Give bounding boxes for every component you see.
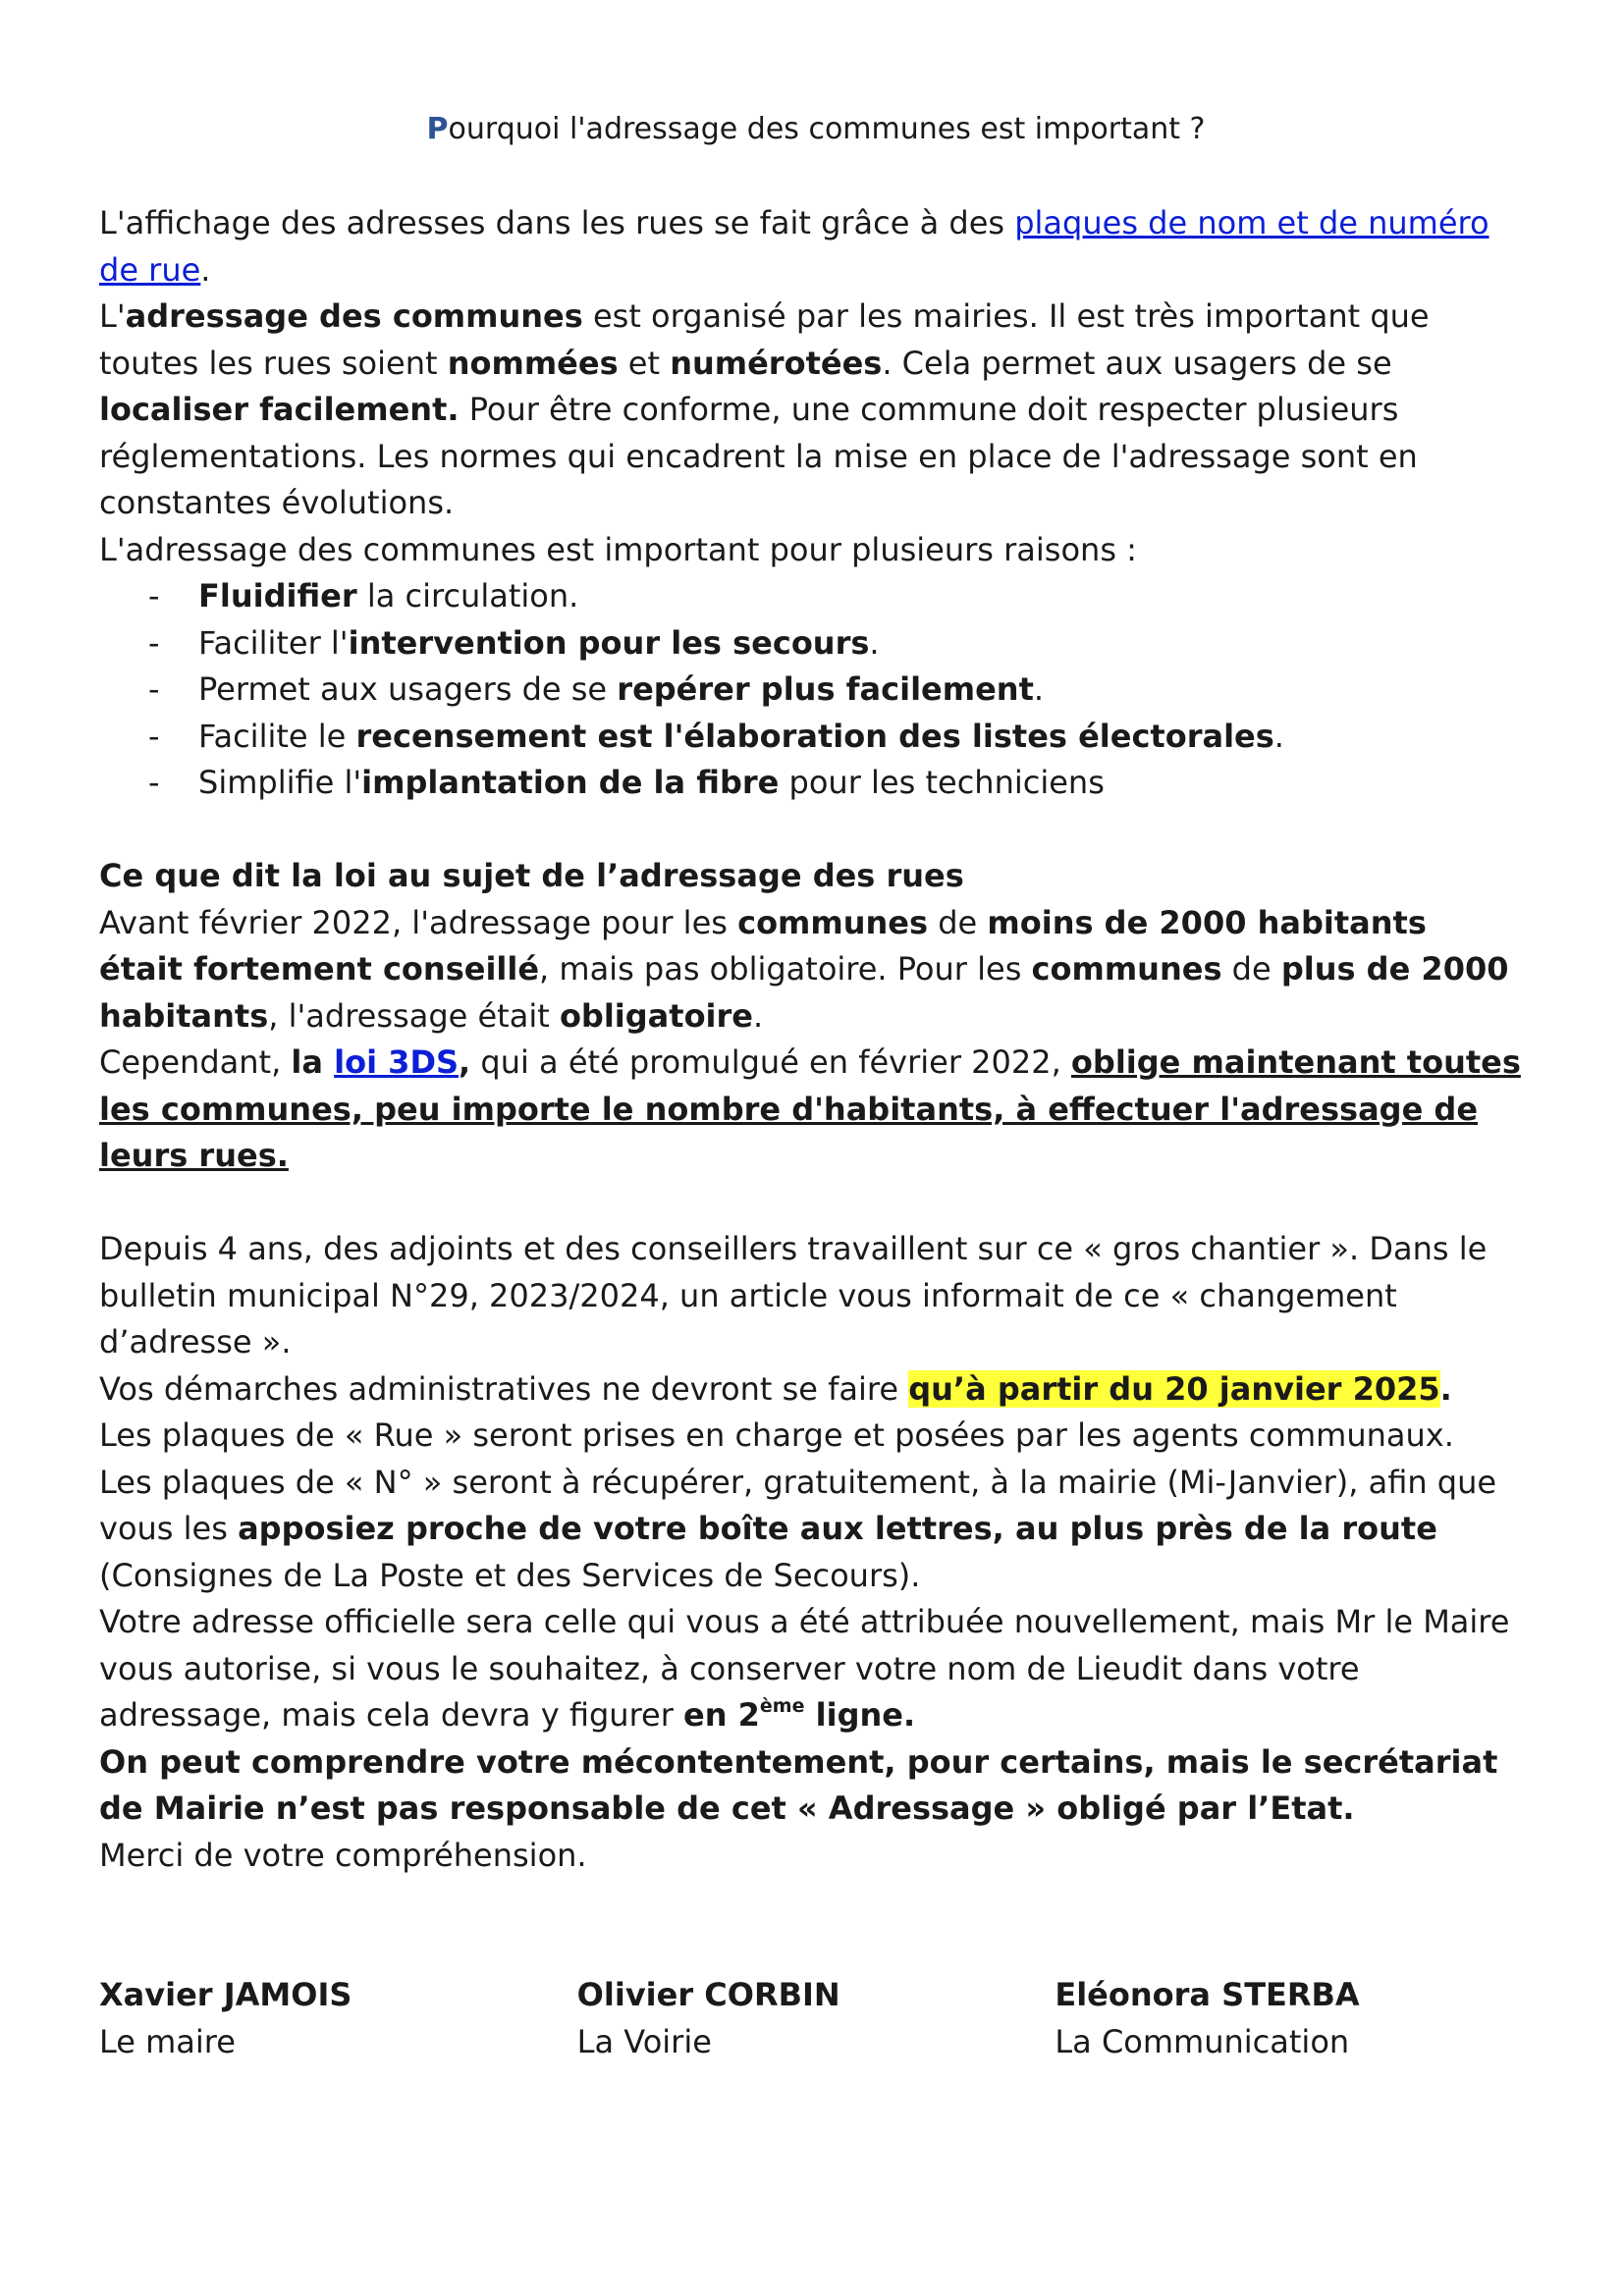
text: qui a été promulgué en février 2022, [470, 1043, 1071, 1081]
signature-block [99, 1972, 577, 2065]
list-item [99, 714, 1533, 761]
text: . [753, 996, 764, 1035]
text: Les plaques de « N° » seront à récupérer, gratuitement, à la mairie (Mi-Janvier), afin que vous les [99, 1463, 1497, 1547]
intro-paragraph [99, 200, 1533, 294]
bold-text: communes [1031, 950, 1222, 988]
bold-text: apposiez proche de votre boîte aux lettres, au plus près de la route [238, 1510, 1437, 1547]
underlined-bold-text: oblige maintenant toutes les communes, peu importe le nombre d'habitants, à effectuer l'adressage de leurs rues. [99, 1043, 1521, 1174]
superscript: ème [759, 1695, 805, 1717]
signatory-role: La Communication [1055, 2022, 1350, 2060]
text: , l'adressage était [268, 996, 560, 1035]
list-item [99, 620, 1533, 667]
thanks-paragraph: Merci de votre compréhension. [99, 1836, 587, 1874]
bold-text: était fortement conseillé [99, 950, 540, 988]
bold-text: adressage des communes [125, 297, 583, 335]
signatory-name: Olivier CORBIN [576, 1976, 840, 2013]
text: Facilite le [198, 717, 356, 755]
text: pour les techniciens [779, 764, 1105, 801]
text: L' [99, 297, 126, 335]
dash-bullet: - [148, 717, 160, 755]
list-item [99, 573, 1533, 620]
text: . Cela permet aux usagers de se [882, 344, 1392, 382]
adressage-paragraph [99, 294, 1533, 527]
bold-text: communes [737, 903, 929, 941]
spacer [99, 807, 1533, 854]
text: . [869, 623, 880, 662]
rue-plaques-paragraph: Les plaques de « Rue » seront prises en charge et posées par les agents communaux. [99, 1416, 1454, 1454]
text: de [1221, 950, 1281, 988]
text: est organisé par les mairies. Il est très important que toutes les rues soient [99, 297, 1430, 382]
law-heading [99, 853, 1533, 900]
text: Cependant, [99, 1043, 292, 1081]
numero-plaques-paragraph [99, 1460, 1533, 1600]
signatory-role: Le maire [99, 2022, 236, 2060]
text: . [1273, 717, 1284, 755]
bold-text: Fluidifier [198, 577, 357, 614]
dash-bullet: - [148, 623, 160, 662]
signatures [99, 1972, 1533, 2065]
plaques-link[interactable]: plaques de nom et de numéro de rue [99, 204, 1489, 289]
bold-text: obligatoire [559, 996, 753, 1035]
text: . [200, 250, 211, 289]
text: Avant février 2022, l'adressage pour les [99, 903, 738, 941]
bold-text: recensement est l'élaboration des listes électorales [355, 717, 1274, 755]
reasons-intro: L'adressage des communes est important pour plusieurs raisons : [99, 530, 1137, 568]
signatory-role: La Voirie [576, 2022, 712, 2060]
bold-text: intervention pour les secours [348, 623, 870, 662]
dash-bullet: - [148, 764, 160, 801]
chantier-paragraph: Depuis 4 ans, des adjoints et des conseillers travaillent sur ce « gros chantier ». Dans le bulletin municipal N°29, 2023/2024, un article vous informait de ce « changement d’adresse ». [99, 1230, 1488, 1361]
bold-text: , [459, 1043, 471, 1081]
bold-text: On peut comprendre votre mécontentement, pour certains, mais le secrétariat de Mairie n’est pas responsable de cet « Adressage » obligé par l’Etat. [99, 1742, 1498, 1827]
bold-text: nommées [447, 344, 619, 382]
bold-text: implantation de la fibre [361, 764, 780, 801]
page-title [99, 106, 1533, 153]
dash-bullet: - [148, 577, 160, 614]
section-heading: Ce que dit la loi au sujet de l’adressage des rues [99, 857, 964, 894]
bold-text: moins de 2000 habitants [987, 903, 1427, 941]
text: Permet aux usagers de se [198, 670, 618, 708]
signatory-name: Xavier JAMOIS [99, 1976, 352, 2013]
list-item [99, 760, 1533, 807]
signatory-name: Eléonora STERBA [1055, 1976, 1360, 2013]
bold-text: localiser facilement. [99, 391, 460, 428]
law-paragraph-1 [99, 900, 1533, 1041]
document-page [99, 106, 1533, 2065]
text: Votre adresse officielle sera celle qui vous a été attribuée nouvellement, mais Mr le Maire vous autorise, si vous le souhaitez, à conserver votre nom de Lieudit dans votre adressage, mais cela devra y figurer [99, 1603, 1510, 1734]
title-rest: ourquoi l'adressage des communes est important ? [448, 112, 1206, 146]
text: Faciliter l' [198, 623, 349, 662]
text: (Consignes de La Poste et des Services de Secours). [99, 1556, 921, 1594]
bold-text: en 2 [683, 1696, 760, 1734]
loi-3ds-link[interactable]: loi 3DS [334, 1043, 460, 1081]
bold-text: numérotées [670, 344, 883, 382]
bold-text: repérer plus facilement [617, 670, 1034, 708]
date-paragraph [99, 1366, 1533, 1414]
text: . [1439, 1369, 1452, 1408]
bold-text: ligne. [804, 1696, 916, 1734]
text: Simplifie l' [198, 764, 362, 801]
text: Pour être conforme, une commune doit respecter plusieurs réglementations. Les normes qui encadrent la mise en place de l'adressage sont en constantes évolutions. [99, 391, 1418, 521]
text: la circulation. [356, 577, 579, 614]
text: et [618, 344, 671, 382]
signature-block [577, 1972, 1056, 2065]
list-item [99, 667, 1533, 714]
spacer [99, 1180, 1533, 1227]
mecontentement-paragraph [99, 1739, 1533, 1833]
title-first-letter: P [426, 112, 449, 146]
highlighted-date: qu’à partir du 20 janvier 2025 [908, 1369, 1440, 1408]
bold-text: la [291, 1043, 335, 1081]
reasons-list [99, 573, 1533, 807]
text: , mais pas obligatoire. Pour les [539, 950, 1032, 988]
signature-block [1055, 1972, 1533, 2065]
text: . [1033, 670, 1045, 708]
text: de [928, 903, 988, 941]
law-paragraph-2 [99, 1040, 1533, 1180]
text: L'affichage des adresses dans les rues se fait grâce à des [99, 204, 1015, 241]
dash-bullet: - [148, 670, 160, 708]
adresse-officielle-paragraph [99, 1599, 1533, 1739]
text: Vos démarches administratives ne devront se faire [99, 1369, 909, 1408]
bold-text: plus de 2000 habitants [99, 950, 1509, 1035]
